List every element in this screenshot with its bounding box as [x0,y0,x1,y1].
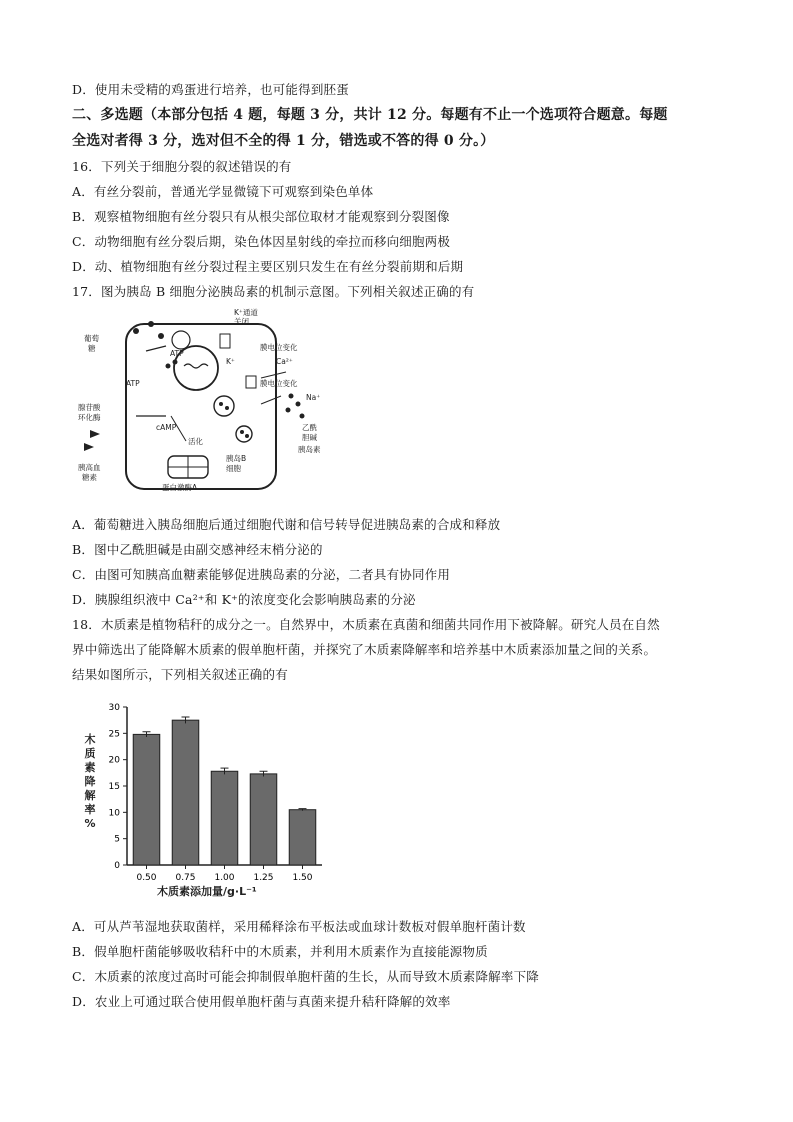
x-tick-label: 0.75 [175,873,196,883]
bar-1.00 [211,771,238,865]
chart-y-ticks [109,703,127,871]
label-membrane-change-2: 膜电位变化 [260,379,298,388]
beta-cell-diagram [76,306,346,496]
option-17a: A．葡萄糖进入胰岛细胞后通过细胞代谢和信号转导促进胰岛素的合成和释放 [72,517,501,532]
question-18-cont2: 结果如图所示，下列相关叙述正确的有 [72,667,288,682]
label-membrane-change-1: 膜电位变化 [260,343,298,352]
y-tick-label: 0 [114,861,120,871]
option-18c: C．木质素的浓度过高时可能会抑制假单胞杆菌的生长，从而导致木质素降解率下降 [72,969,539,984]
option-16a: A．有丝分裂前，普通光学显微镜下可观察到染色单体 [72,184,374,199]
label-insulin: 胰岛素 [298,445,321,454]
label-na: Na⁺ [306,393,321,402]
label-adenylate-2: 环化酶 [78,413,101,422]
y-tick-label: 10 [108,808,120,819]
label-glucagon-1: 胰高血 [78,463,101,472]
label-glucagon-2: 糖素 [82,473,97,482]
option-18a: A．可从芦苇湿地获取菌样，采用稀释涂布平板法或血球计数板对假单胞杆菌计数 [72,919,526,934]
section-heading-cont: 全选对者得 3 分，选对但不全的得 1 分，错选或不答的得 0 分。） [72,133,495,149]
label-ach-2: 胆碱 [302,433,317,442]
label-atp-1: ATP [170,349,184,358]
x-tick-label: 1.00 [214,873,235,883]
label-atp-2: ATP [126,379,140,388]
label-glucose-2: 糖 [88,344,96,353]
bar-0.50 [133,734,160,865]
y-tick-label: 5 [114,834,120,845]
option-17d: D．胰腺组织液中 Ca²⁺和 K⁺的浓度变化会影响胰岛素的分泌 [72,592,416,607]
label-k: K⁺ [226,357,235,366]
label-activate: 活化 [188,437,203,446]
label-cell-name-1: 胰岛B [226,454,247,463]
label-protein-kinase: 蛋白激酶A [162,483,198,492]
y-tick-label: 30 [108,703,120,713]
option-16b: B．观察植物细胞有丝分裂只有从根尖部位取材才能观察到分裂图像 [72,209,450,224]
label-cell-name-2: 细胞 [226,464,241,473]
y-tick-label: 15 [108,782,120,792]
label-camp: cAMP [156,423,177,432]
question-18: 18．木质素是植物秸秆的成分之一。自然界中，木质素在真菌和细菌共同作用下被降解。研究人员在自然 [72,617,660,632]
option-17c: C．由图可知胰高血糖素能够促进胰岛素的分泌，二者具有协同作用 [72,567,451,582]
y-tick-label: 25 [108,729,120,740]
chart-x-ticks [136,865,312,883]
label-glucose-1: 葡萄 [84,334,99,343]
y-tick-label: 20 [108,755,120,766]
x-tick-label: 1.25 [253,873,274,883]
x-tick-label: 0.50 [136,873,157,883]
chart-x-label: 木质素添加量/g·L⁻¹ [157,885,257,898]
option-18b: B．假单胞杆菌能够吸收秸秆中的木质素，并利用木质素作为直接能源物质 [72,944,488,959]
label-ca: Ca²⁺ [276,357,293,366]
option-16d: D．动、植物细胞有丝分裂过程主要区别只发生在有丝分裂前期和后期 [72,259,464,274]
label-k-channel: K⁺通道 [234,308,258,317]
option-17b: B．图中乙酰胆碱是由副交感神经末梢分泌的 [72,542,323,557]
x-tick-label: 1.50 [292,873,313,883]
question-17: 17．图为胰岛 B 细胞分泌胰岛素的机制示意图。下列相关叙述正确的有 [72,284,475,299]
degradation-bar-chart [72,695,332,905]
option-18d: D．农业上可通过联合使用假单胞杆菌与真菌来提升秸秆降解的效率 [72,994,451,1009]
chart-y-label: 木质素降解率% [84,733,96,830]
label-ach-1: 乙酰 [302,423,317,432]
label-adenylate-1: 腺苷酸 [78,403,101,412]
question-18-cont: 界中筛选出了能降解木质素的假单胞杆菌，并探究了木质素降解率和培养基中木质素添加量之间的关系。 [72,642,657,657]
option-16d-prev: D．使用未受精的鸡蛋进行培养，也可能得到胚蛋 [72,82,349,97]
section-heading: 二、多选题（本部分包括 4 题，每题 3 分，共计 12 分。每题有不止一个选项符合题意。每题 [72,107,668,123]
question-16: 16．下列关于细胞分裂的叙述错误的有 [72,159,292,174]
bar-0.75 [172,720,199,865]
bar-1.50 [289,810,316,865]
bar-1.25 [250,774,277,865]
chart-bars [133,717,316,865]
label-k-closed: 关闭 [234,317,249,326]
option-16c: C．动物细胞有丝分裂后期，染色体因星射线的牵拉而移向细胞两极 [72,234,451,249]
